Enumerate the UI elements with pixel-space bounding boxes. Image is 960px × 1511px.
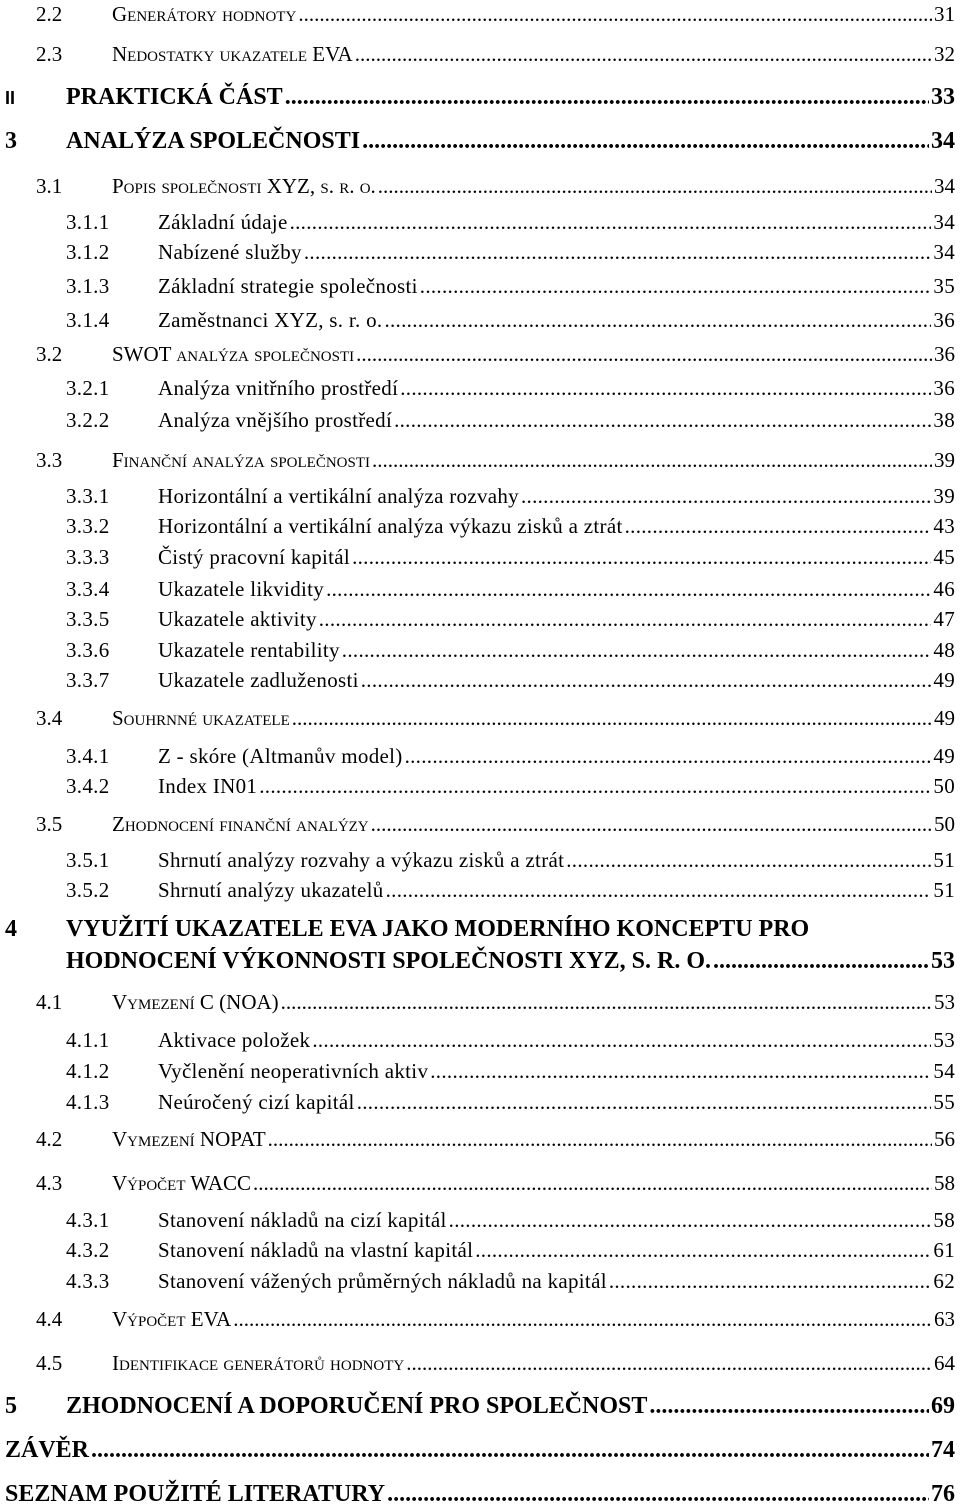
toc-number: 4.4: [36, 1307, 63, 1331]
dot-leader: [304, 240, 932, 265]
toc-number: 3.3.3: [66, 545, 110, 569]
toc-number: 4.3.1: [66, 1208, 110, 1232]
toc-title: Popis společnosti XYZ, s. r. o.: [112, 174, 376, 198]
toc-entry[interactable]: [0, 1238, 955, 1268]
dot-leader: [285, 84, 929, 111]
toc-page: 48: [933, 638, 955, 662]
toc-number: 3.1.3: [66, 274, 110, 298]
toc-number: 4.1.3: [66, 1090, 110, 1114]
toc-page: 76: [931, 1481, 955, 1507]
toc-title: Základní strategie společnosti: [158, 274, 418, 298]
dot-leader: [91, 1437, 929, 1464]
dot-leader: [356, 342, 932, 367]
toc-number: 3.1: [36, 174, 63, 198]
dot-leader: [378, 174, 932, 199]
toc-entry[interactable]: [0, 210, 955, 240]
toc-number: 3.3.2: [66, 514, 110, 538]
toc-entry[interactable]: [0, 812, 955, 842]
toc-entry[interactable]: [0, 1393, 955, 1423]
toc-page: 53: [931, 948, 955, 974]
toc-entry[interactable]: [0, 1127, 955, 1157]
toc-number: 3.3.7: [66, 668, 110, 692]
toc-page: 69: [931, 1393, 955, 1419]
toc-number: 4: [5, 916, 17, 942]
toc-entry[interactable]: [0, 706, 955, 736]
dot-leader: [384, 308, 931, 333]
toc-title: ZÁVĚR: [5, 1437, 90, 1463]
toc-title: Horizontální a vertikální analýza rozvahy: [158, 484, 519, 508]
toc-entry[interactable]: [0, 638, 955, 668]
toc-page: 34: [934, 174, 955, 198]
toc-page: 43: [933, 514, 955, 538]
toc-number: 4.1.2: [66, 1059, 110, 1083]
toc-title: Analýza vnějšího prostředí: [158, 408, 393, 432]
toc-number: 3.5.2: [66, 878, 110, 902]
toc-page: 58: [934, 1171, 955, 1195]
toc-number: 4.2: [36, 1127, 63, 1151]
toc-page: 61: [933, 1238, 955, 1262]
dot-leader: [357, 1090, 932, 1115]
toc-title-line1: VYUŽITÍ UKAZATELE EVA JAKO MODERNÍHO KONCEPTU PRO: [66, 916, 810, 942]
toc-page: 51: [933, 878, 955, 902]
toc-number: 2.2: [36, 2, 63, 26]
dot-leader: [394, 408, 931, 433]
toc-entry[interactable]: [0, 1269, 955, 1299]
toc-title: Ukazatele aktivity: [158, 607, 317, 631]
toc-page: 50: [933, 774, 955, 798]
toc-title: Souhrnné ukazatele: [112, 706, 290, 730]
toc-page: 45: [933, 545, 955, 569]
toc-page: 74: [931, 1437, 955, 1463]
toc-title: Vyčlenění neoperativních aktiv: [158, 1059, 429, 1083]
toc-entry[interactable]: [0, 1028, 955, 1058]
dot-leader: [475, 1238, 931, 1263]
toc-entry[interactable]: [0, 342, 955, 372]
toc-title: Nedostatky ukazatele EVA: [112, 42, 353, 66]
toc-entry[interactable]: [0, 448, 955, 478]
toc-page: 53: [933, 1028, 955, 1052]
toc-entry[interactable]: [0, 84, 955, 114]
toc-page: 34: [933, 210, 955, 234]
toc-number: 3.4.1: [66, 744, 110, 768]
dot-leader: [355, 42, 932, 67]
dot-leader: [292, 706, 932, 731]
toc-number: 3.1.4: [66, 308, 110, 332]
dot-leader: [420, 274, 932, 299]
toc-title: Zaměstnanci XYZ, s. r. o.: [158, 308, 383, 332]
toc-title: Horizontální a vertikální analýza výkazu zisků a ztrát: [158, 514, 623, 538]
toc-title: Identifikace generátorů hodnoty: [112, 1351, 405, 1375]
toc-number: 3.3.1: [66, 484, 110, 508]
toc-entry[interactable]: [0, 514, 955, 544]
toc-page: 47: [933, 607, 955, 631]
toc-title: Výpočet WACC: [112, 1171, 252, 1195]
toc-title: Z - skóre (Altmanův model): [158, 744, 403, 768]
toc-title: Ukazatele zadluženosti: [158, 668, 359, 692]
dot-leader: [253, 1171, 932, 1196]
toc-entry[interactable]: [0, 916, 955, 946]
dot-leader: [342, 638, 932, 663]
toc-number: 4.3.3: [66, 1269, 110, 1293]
toc-title: Čistý pracovní kapitál: [158, 545, 351, 569]
toc-page: 51: [933, 848, 955, 872]
toc-entry[interactable]: [0, 668, 955, 698]
toc-page: 49: [933, 744, 955, 768]
toc-number: 3.3.5: [66, 607, 110, 631]
toc-page: 35: [933, 274, 955, 298]
toc-page: 50: [934, 812, 955, 836]
toc-number: II: [5, 88, 16, 108]
toc-entry[interactable]: [0, 1437, 955, 1467]
dot-leader: [290, 210, 932, 235]
toc-title: Finanční analýza společnosti: [112, 448, 371, 472]
dot-leader: [566, 848, 931, 873]
toc-entry[interactable]: [0, 848, 955, 878]
toc-title: Shrnutí analýzy ukazatelů: [158, 878, 384, 902]
toc-entry[interactable]: [0, 174, 955, 204]
toc-entry[interactable]: [0, 1090, 955, 1120]
toc-title: Stanovení nákladů na vlastní kapitál: [158, 1238, 474, 1262]
toc-number: 3.4.2: [66, 774, 110, 798]
toc-title: Index IN01: [158, 774, 258, 798]
dot-leader: [449, 1208, 932, 1233]
dot-leader: [713, 948, 929, 975]
dot-leader: [625, 514, 932, 539]
toc-entry[interactable]: [0, 577, 955, 607]
toc-page: 39: [934, 448, 955, 472]
dot-leader: [362, 128, 929, 155]
toc-entry[interactable]: [0, 308, 955, 338]
toc-page: 39: [933, 484, 955, 508]
dot-leader: [233, 1307, 932, 1332]
toc-number: 3.4: [36, 706, 63, 730]
toc-page: 33: [931, 84, 955, 110]
toc-title: Stanovení nákladů na cizí kapitál: [158, 1208, 447, 1232]
dot-leader: [400, 376, 931, 401]
toc-entry-continuation[interactable]: [0, 948, 955, 978]
toc-page: 49: [933, 668, 955, 692]
toc-entry[interactable]: [0, 545, 955, 575]
toc-page: 38: [933, 408, 955, 432]
dot-leader: [372, 448, 932, 473]
toc-title: ZHODNOCENÍ A DOPORUČENÍ PRO SPOLEČNOST: [66, 1393, 648, 1419]
toc-number: 3.2.2: [66, 408, 110, 432]
dot-leader: [406, 1351, 932, 1376]
toc-entry[interactable]: [0, 774, 955, 804]
toc-page: 49: [934, 706, 955, 730]
toc-entry[interactable]: [0, 274, 955, 304]
dot-leader: [386, 878, 932, 903]
toc-entry[interactable]: [0, 1208, 955, 1238]
toc-number: 4.3.2: [66, 1238, 110, 1262]
dot-leader: [319, 607, 932, 632]
toc-title: Základní údaje: [158, 210, 288, 234]
toc-title: ANALÝZA SPOLEČNOSTI: [66, 128, 361, 154]
toc-title: Zhodnocení finanční analýzy: [112, 812, 369, 836]
dot-leader: [609, 1269, 932, 1294]
toc-entry[interactable]: [0, 1059, 955, 1089]
toc-page: 46: [933, 577, 955, 601]
toc-number: 4.5: [36, 1351, 63, 1375]
toc-title: Analýza vnitřního prostředí: [158, 376, 399, 400]
toc-page: 34: [931, 128, 955, 154]
toc-entry[interactable]: [0, 744, 955, 774]
dot-leader: [352, 545, 931, 570]
toc-number: 3: [5, 128, 17, 154]
toc-title: Stanovení vážených průměrných nákladů na kapitál: [158, 1269, 607, 1293]
toc-title: HODNOCENÍ VÝKONNOSTI SPOLEČNOSTI XYZ, S. R. O.: [66, 948, 712, 974]
toc-page: 53: [934, 990, 955, 1014]
toc-page: 54: [933, 1059, 955, 1083]
toc-title: PRAKTICKÁ ČÁST: [66, 84, 283, 110]
dot-leader: [281, 990, 932, 1015]
toc-entry[interactable]: [0, 484, 955, 514]
dot-leader: [387, 1481, 929, 1508]
toc-number: 3.2: [36, 342, 63, 366]
toc-title: Aktivace položek: [158, 1028, 311, 1052]
toc-number: 3.1.1: [66, 210, 110, 234]
toc-entry[interactable]: [0, 607, 955, 637]
toc-number: 4.1.1: [66, 1028, 110, 1052]
dot-leader: [649, 1393, 929, 1420]
toc-page: 55: [933, 1090, 955, 1114]
toc-page: 36: [934, 342, 955, 366]
toc-title: Nabízené služby: [158, 240, 302, 264]
toc-title: Ukazatele rentability: [158, 638, 340, 662]
dot-leader: [521, 484, 931, 509]
toc-page: 36: [933, 308, 955, 332]
toc-entry[interactable]: [0, 1171, 955, 1201]
dot-leader: [361, 668, 932, 693]
toc-page: 36: [933, 376, 955, 400]
toc-number: 2.3: [36, 42, 63, 66]
toc-number: 3.5: [36, 812, 63, 836]
toc-entry[interactable]: [0, 128, 955, 158]
toc-title: Neúročený cizí kapitál: [158, 1090, 355, 1114]
toc-number: 3.1.2: [66, 240, 110, 264]
dot-leader: [405, 744, 932, 769]
toc-entry[interactable]: [0, 878, 955, 908]
toc-entry[interactable]: [0, 408, 955, 438]
toc-page: 31: [934, 2, 955, 26]
toc-page: 64: [934, 1351, 955, 1375]
toc-number: 3.3: [36, 448, 63, 472]
toc-entry[interactable]: [0, 1307, 955, 1337]
toc-number: 4.1: [36, 990, 63, 1014]
toc-title: Ukazatele likvidity: [158, 577, 325, 601]
dot-leader: [312, 1028, 931, 1053]
toc-title: SEZNAM POUŽITÉ LITERATURY: [5, 1481, 386, 1507]
toc-entry[interactable]: [0, 990, 955, 1020]
toc-page: 62: [933, 1269, 955, 1293]
dot-leader: [430, 1059, 931, 1084]
toc-title: Vymezení C (NOA): [112, 990, 279, 1014]
toc-number: 3.3.6: [66, 638, 110, 662]
toc-number: 3.5.1: [66, 848, 110, 872]
toc-number: 4.3: [36, 1171, 63, 1195]
toc-page: 34: [933, 240, 955, 264]
toc-title: Generátory hodnoty: [112, 2, 297, 26]
toc-title: SWOT analýza společnosti: [112, 342, 355, 366]
dot-leader: [268, 1127, 932, 1152]
toc-title: Shrnutí analýzy rozvahy a výkazu zisků a ztrát: [158, 848, 565, 872]
toc-page: 63: [934, 1307, 955, 1331]
toc-title: Vymezení NOPAT: [112, 1127, 266, 1151]
toc-page: 32: [934, 42, 955, 66]
dot-leader: [259, 774, 931, 799]
toc-number: 5: [5, 1393, 17, 1419]
toc-entry[interactable]: [0, 42, 955, 72]
toc-page: 58: [933, 1208, 955, 1232]
toc-entry[interactable]: [0, 1351, 955, 1381]
dot-leader: [326, 577, 931, 602]
toc-title: Výpočet EVA: [112, 1307, 232, 1331]
dot-leader: [298, 2, 932, 27]
toc-entry[interactable]: [0, 376, 955, 406]
toc-page: 56: [934, 1127, 955, 1151]
toc-entry[interactable]: [0, 240, 955, 270]
toc-entry[interactable]: [0, 2, 955, 32]
dot-leader: [371, 812, 932, 837]
toc-number: 3.2.1: [66, 376, 110, 400]
toc-number: 3.3.4: [66, 577, 110, 601]
